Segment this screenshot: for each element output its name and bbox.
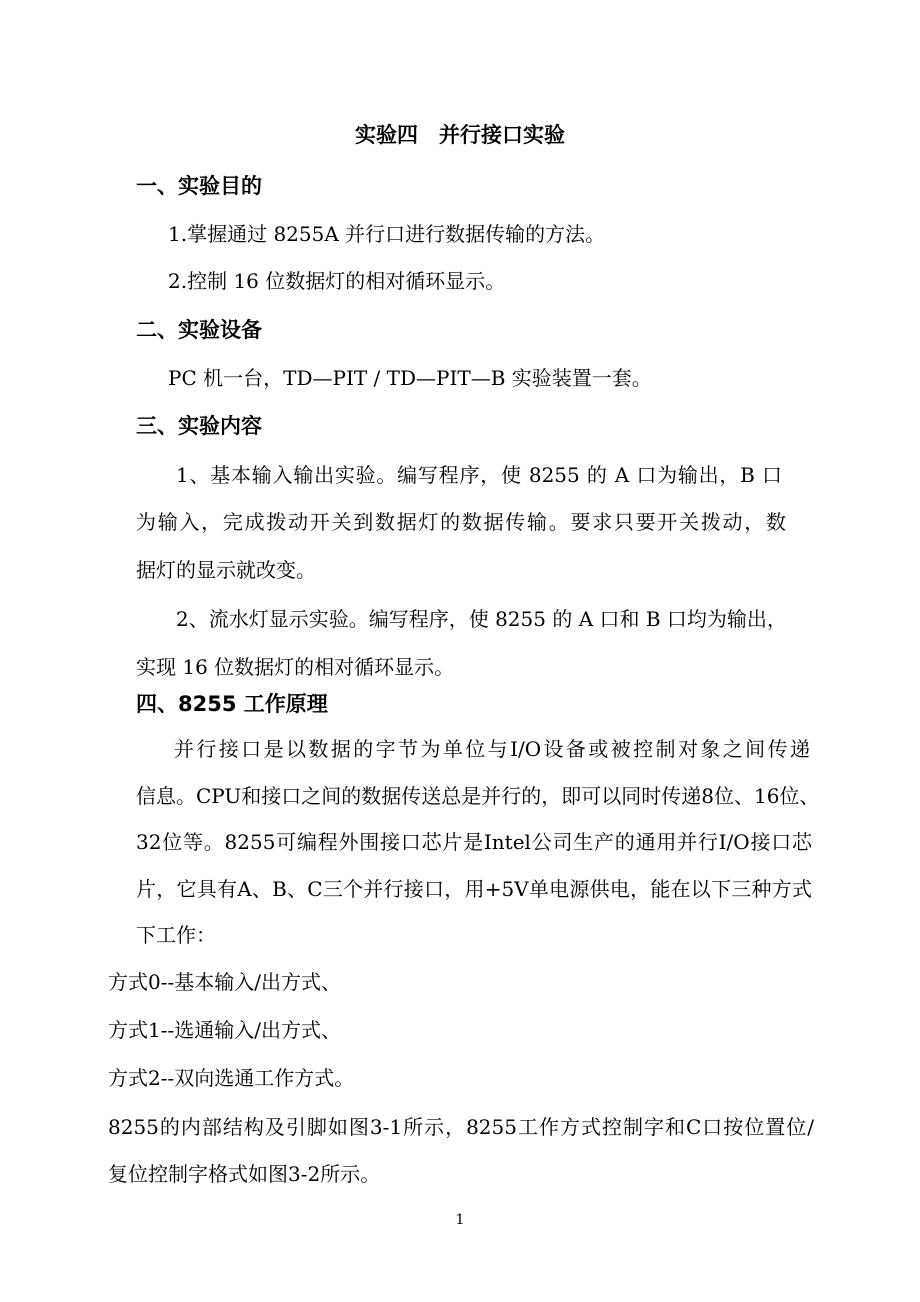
section-heading-objectives: 一、实验目的 xyxy=(136,174,262,198)
content-item1-line-2: 为输入，完成拨动开关到数据灯的数据传输。要求只要开关拨动，数 xyxy=(136,510,786,534)
principle-line-3: 32位等。8255可编程外围接口芯片是Intel公司生产的通用并行I/O接口芯 xyxy=(136,830,812,854)
objective-item-1: 1.掌握通过 8255A 并行口进行数据传输的方法。 xyxy=(168,222,606,246)
mode-1: 方式1--选通输入/出方式、 xyxy=(108,1018,341,1042)
principle-line-2: 信息。CPU和接口之间的数据传送总是并行的，即可以同时传递8位、16位、 xyxy=(136,784,820,808)
principle-line-4: 片，它具有A、B、C三个并行接口，用+5V单电源供电，能在以下三种方式 xyxy=(136,877,812,901)
objective-item-2: 2.控制 16 位数据灯的相对循环显示。 xyxy=(168,269,506,293)
content-item2-line-2: 实现 16 位数据灯的相对循环显示。 xyxy=(136,655,455,679)
page-title: 实验四 并行接口实验 xyxy=(355,123,565,147)
content-item1-line-1: 1、基本输入输出实验。编写程序，使 8255 的 A 口为输出，B 口 xyxy=(176,463,782,487)
mode-2: 方式2--双向选通工作方式。 xyxy=(108,1066,355,1090)
equipment-text: PC 机一台，TD—PIT / TD—PIT—B 实验装置一套。 xyxy=(168,366,652,390)
principle-line-5: 下工作： xyxy=(136,923,216,947)
page-number: 1 xyxy=(455,1212,465,1228)
closing-line-2: 复位控制字格式如图3-2所示。 xyxy=(108,1162,381,1186)
section-heading-equipment: 二、实验设备 xyxy=(136,318,262,342)
content-item1-line-3: 据灯的显示就改变。 xyxy=(136,558,316,582)
section-heading-content: 三、实验内容 xyxy=(136,414,262,438)
principle-line-1: 并行接口是以数据的字节为单位与I/O设备或被控制对象之间传递 xyxy=(174,737,810,761)
closing-line-1: 8255的内部结构及引脚如图3-1所示，8255工作方式控制字和C口按位置位/ xyxy=(108,1115,814,1139)
content-item2-line-1: 2、流水灯显示实验。编写程序，使 8255 的 A 口和 B 口均为输出， xyxy=(176,607,787,631)
section-heading-principle: 四、8255 工作原理 xyxy=(136,692,328,716)
mode-0: 方式0--基本输入/出方式、 xyxy=(108,970,341,994)
